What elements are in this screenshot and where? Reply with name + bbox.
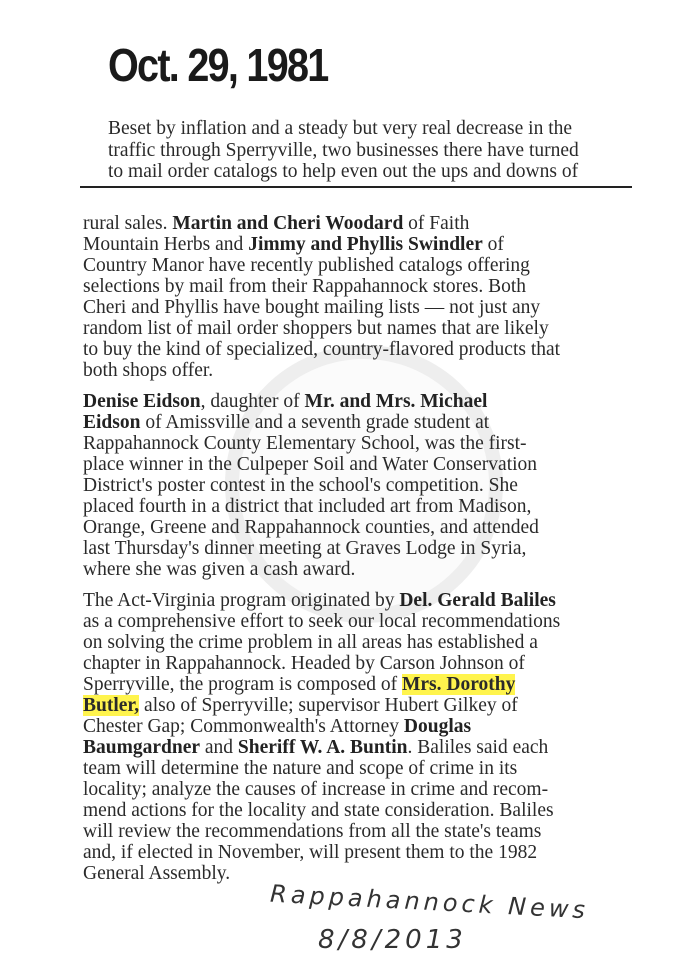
article-line [83, 475, 560, 496]
text-segment: Country Manor have recently published catalogs offering [83, 255, 530, 276]
article-line [83, 716, 560, 737]
article-line [83, 412, 560, 433]
intro-line: traffic through Sperryville, two businesses there have turned [108, 139, 579, 161]
article-body [83, 213, 560, 894]
article-paragraph [83, 213, 560, 381]
text-segment: . Baliles said each [407, 737, 549, 758]
highlighted-name: Butler, [83, 695, 140, 716]
text-segment: The Act-Virginia program originated by [83, 590, 400, 611]
bold-name: Baumgardner [83, 737, 200, 758]
text-segment: , daughter of [200, 391, 305, 412]
article-line [83, 779, 560, 800]
text-segment: where she was given a cash award. [83, 559, 356, 580]
text-segment: Cheri and Phyllis have bought mailing lists — not just any [83, 297, 541, 318]
article-line [83, 842, 560, 863]
article-line [83, 255, 560, 276]
text-segment: team will determine the nature and scope of crime in its [83, 758, 518, 779]
text-segment: General Assembly. [83, 863, 231, 884]
text-segment: will review the recommendations from all the state's teams [83, 821, 542, 842]
article-line [83, 433, 560, 454]
divider-rule [80, 186, 632, 188]
text-segment: chapter in Rappahannock. Headed by Carson Johnson of [83, 653, 525, 674]
text-segment: Chester Gap; Commonwealth's Attorney [83, 716, 404, 737]
article-line [83, 695, 560, 716]
article-line [83, 863, 560, 884]
handwritten-source: Rappahannock News [269, 879, 590, 925]
text-segment: last Thursday's dinner meeting at Graves Lodge in Syria, [83, 538, 527, 559]
handwritten-date: 8/8/2013 [318, 925, 467, 955]
article-line [83, 590, 560, 611]
article-line [83, 276, 560, 297]
text-segment: mend actions for the locality and state consideration. Baliles [83, 800, 554, 821]
text-segment: and, if elected in November, will present them to the 1982 [83, 842, 538, 863]
article-line [83, 674, 560, 695]
article-line [83, 339, 560, 360]
article-line [83, 632, 560, 653]
article-line [83, 318, 560, 339]
article-line [83, 454, 560, 475]
text-segment: Orange, Greene and Rappahannock counties, and attended [83, 517, 539, 538]
text-segment: Sperryville, the program is composed of [83, 674, 402, 695]
article-line [83, 360, 560, 381]
text-segment: also of Sperryville; supervisor Hubert Gilkey of [139, 695, 518, 716]
article-line [83, 297, 560, 318]
text-segment: of Faith [403, 213, 470, 234]
article-line [83, 611, 560, 632]
text-segment: rural sales. [83, 213, 173, 234]
text-segment: as a comprehensive effort to seek our local recommendations [83, 611, 561, 632]
bold-name: Mr. and Mrs. Michael [304, 391, 488, 412]
text-segment: of [482, 234, 504, 255]
text-segment: placed fourth in a district that included art from Madison, [83, 496, 532, 517]
clipping-date-heading: Oct. 29, 1981 [108, 39, 328, 91]
text-segment: both shops offer. [83, 360, 214, 381]
highlighted-name: Mrs. Dorothy [401, 674, 516, 695]
text-segment: and [200, 737, 238, 758]
bold-name: Del. Gerald Baliles [399, 590, 556, 611]
text-segment: Rappahannock County Elementary School, was the first- [83, 433, 527, 454]
text-segment: District's poster contest in the school's competition. She [83, 475, 518, 496]
bold-name: Martin and Cheri Woodard [172, 213, 404, 234]
article-line [83, 213, 560, 234]
article-line [83, 559, 560, 580]
intro-paragraph [108, 118, 579, 183]
text-segment: to buy the kind of specialized, country-flavored products that [83, 339, 561, 360]
article-line [83, 758, 560, 779]
text-segment: locality; analyze the causes of increase in crime and recom- [83, 779, 549, 800]
text-segment: place winner in the Culpeper Soil and Water Conservation [83, 454, 538, 475]
text-segment: random list of mail order shoppers but names that are likely [83, 318, 549, 339]
article-line [83, 496, 560, 517]
bold-name: Sheriff W. A. Buntin [237, 737, 408, 758]
bold-name: Douglas [403, 716, 472, 737]
article-paragraph [83, 590, 560, 884]
bold-name: Denise Eidson [83, 391, 201, 412]
article-line [83, 391, 560, 412]
article-line [83, 737, 560, 758]
article-line [83, 821, 560, 842]
bold-name: Jimmy and Phyllis Swindler [248, 234, 483, 255]
intro-line: Beset by inflation and a steady but very real decrease in the [108, 118, 573, 139]
text-segment: selections by mail from their Rappahannock stores. Both [83, 276, 526, 297]
intro-line: to mail order catalogs to help even out the ups and downs of [108, 161, 579, 182]
article-line [83, 234, 560, 255]
article-line [83, 800, 560, 821]
bold-name: Eidson [83, 412, 141, 433]
text-segment: of Amissville and a seventh grade student at [140, 412, 490, 433]
text-segment: Mountain Herbs and [83, 234, 249, 255]
article-paragraph [83, 391, 560, 580]
article-line [83, 538, 560, 559]
article-line [83, 653, 560, 674]
article-line [83, 517, 560, 538]
text-segment: on solving the crime problem in all areas has established a [83, 632, 538, 653]
